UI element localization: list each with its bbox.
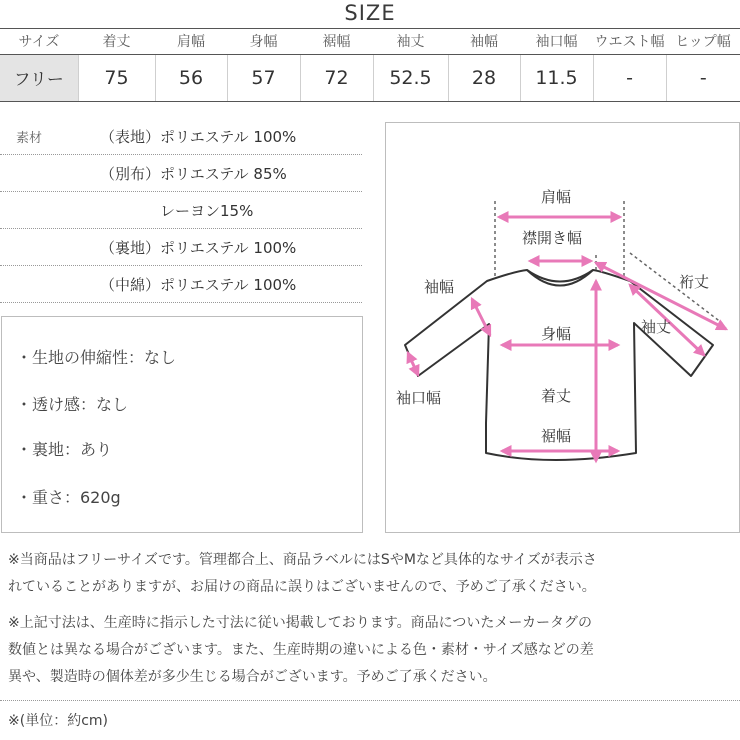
- size-table: [0, 29, 740, 102]
- header-sleeve-length: 袖丈: [373, 29, 448, 54]
- header-waist-width: ウエスト幅: [593, 29, 666, 54]
- size-label-cell: フリー: [0, 54, 78, 101]
- note-2-line-1: ※上記寸法は、生産時に指示した寸法に従い掲載しております。商品についたメーカータグの: [8, 615, 593, 631]
- measurement-diagram: [385, 122, 740, 533]
- page-title: SIZE: [344, 1, 396, 25]
- material-row: [0, 266, 362, 303]
- note-2-line-2: 数値とは異なる場合がございます。また、生産時期の違いによる色・素材・サイズ感などの差: [8, 642, 594, 658]
- material-row: [0, 229, 362, 266]
- material-line: （表地）ポリエステル 100%: [100, 128, 297, 146]
- table-cell: 56: [155, 54, 227, 101]
- fabric-properties-box: [1, 316, 363, 533]
- header-sleeve-width: 袖幅: [448, 29, 520, 54]
- material-row: [0, 155, 362, 192]
- size-table-header: [0, 29, 740, 54]
- label-length: 着丈: [541, 387, 572, 405]
- material-row: [0, 192, 362, 229]
- unit-note: ※(単位：約cm): [8, 713, 108, 729]
- label-yuki-length: 裄丈: [679, 273, 710, 291]
- label-hem-width: 裾幅: [541, 427, 572, 445]
- header-body-width: 身幅: [227, 29, 300, 54]
- note-1-line-1: ※当商品はフリーサイズです。管理都合上、商品ラベルにはSやMなど具体的なサイズが表示さ: [8, 552, 597, 568]
- table-cell: 72: [300, 54, 373, 101]
- table-cell: 75: [78, 54, 155, 101]
- material-line: （別布）ポリエステル 85%: [100, 165, 287, 183]
- property-weight: ・重さ：620g: [16, 488, 121, 507]
- table-cell: -: [593, 54, 666, 101]
- material-line: （裏地）ポリエステル 100%: [100, 239, 297, 257]
- material-line: レーヨン15%: [160, 202, 254, 220]
- label-sleeve-width: 袖幅: [424, 278, 455, 296]
- table-cell: 57: [227, 54, 300, 101]
- material-row: [0, 118, 362, 155]
- header-length: 着丈: [78, 29, 155, 54]
- table-cell: 11.5: [520, 54, 593, 101]
- property-sheerness: ・透け感：なし: [16, 395, 129, 414]
- note-2-line-3: 異や、製造時の個体差が多少生じる場合がございます。予めご了承ください。: [8, 669, 497, 685]
- label-body-width: 身幅: [541, 325, 572, 343]
- cuff-width-arrow: [408, 353, 418, 375]
- header-shoulder-width: 肩幅: [155, 29, 227, 54]
- table-cell: 28: [448, 54, 520, 101]
- property-stretch: ・生地の伸縮性：なし: [16, 348, 177, 367]
- property-lining: ・裏地：あり: [16, 440, 113, 459]
- notes-divider: [0, 700, 740, 701]
- table-cell: -: [666, 54, 740, 101]
- label-neck-width: 襟開き幅: [522, 229, 583, 247]
- note-1-line-2: れていることがありますが、お届けの商品に誤りはございませんので、予めご了承ください。: [8, 579, 596, 595]
- label-sleeve-length: 袖丈: [641, 318, 672, 336]
- header-cuff-width: 袖口幅: [520, 29, 593, 54]
- label-cuff-width: 袖口幅: [396, 389, 442, 407]
- material-line: （中綿）ポリエステル 100%: [100, 276, 297, 294]
- header-size: サイズ: [0, 29, 78, 54]
- label-shoulder-width: 肩幅: [541, 188, 572, 206]
- header-hem-width: 裾幅: [300, 29, 373, 54]
- table-cell: 52.5: [373, 54, 448, 101]
- table-row: [0, 54, 740, 101]
- neckline: [527, 270, 593, 282]
- material-label: 素材: [16, 131, 43, 146]
- header-hip-width: ヒップ幅: [666, 29, 740, 54]
